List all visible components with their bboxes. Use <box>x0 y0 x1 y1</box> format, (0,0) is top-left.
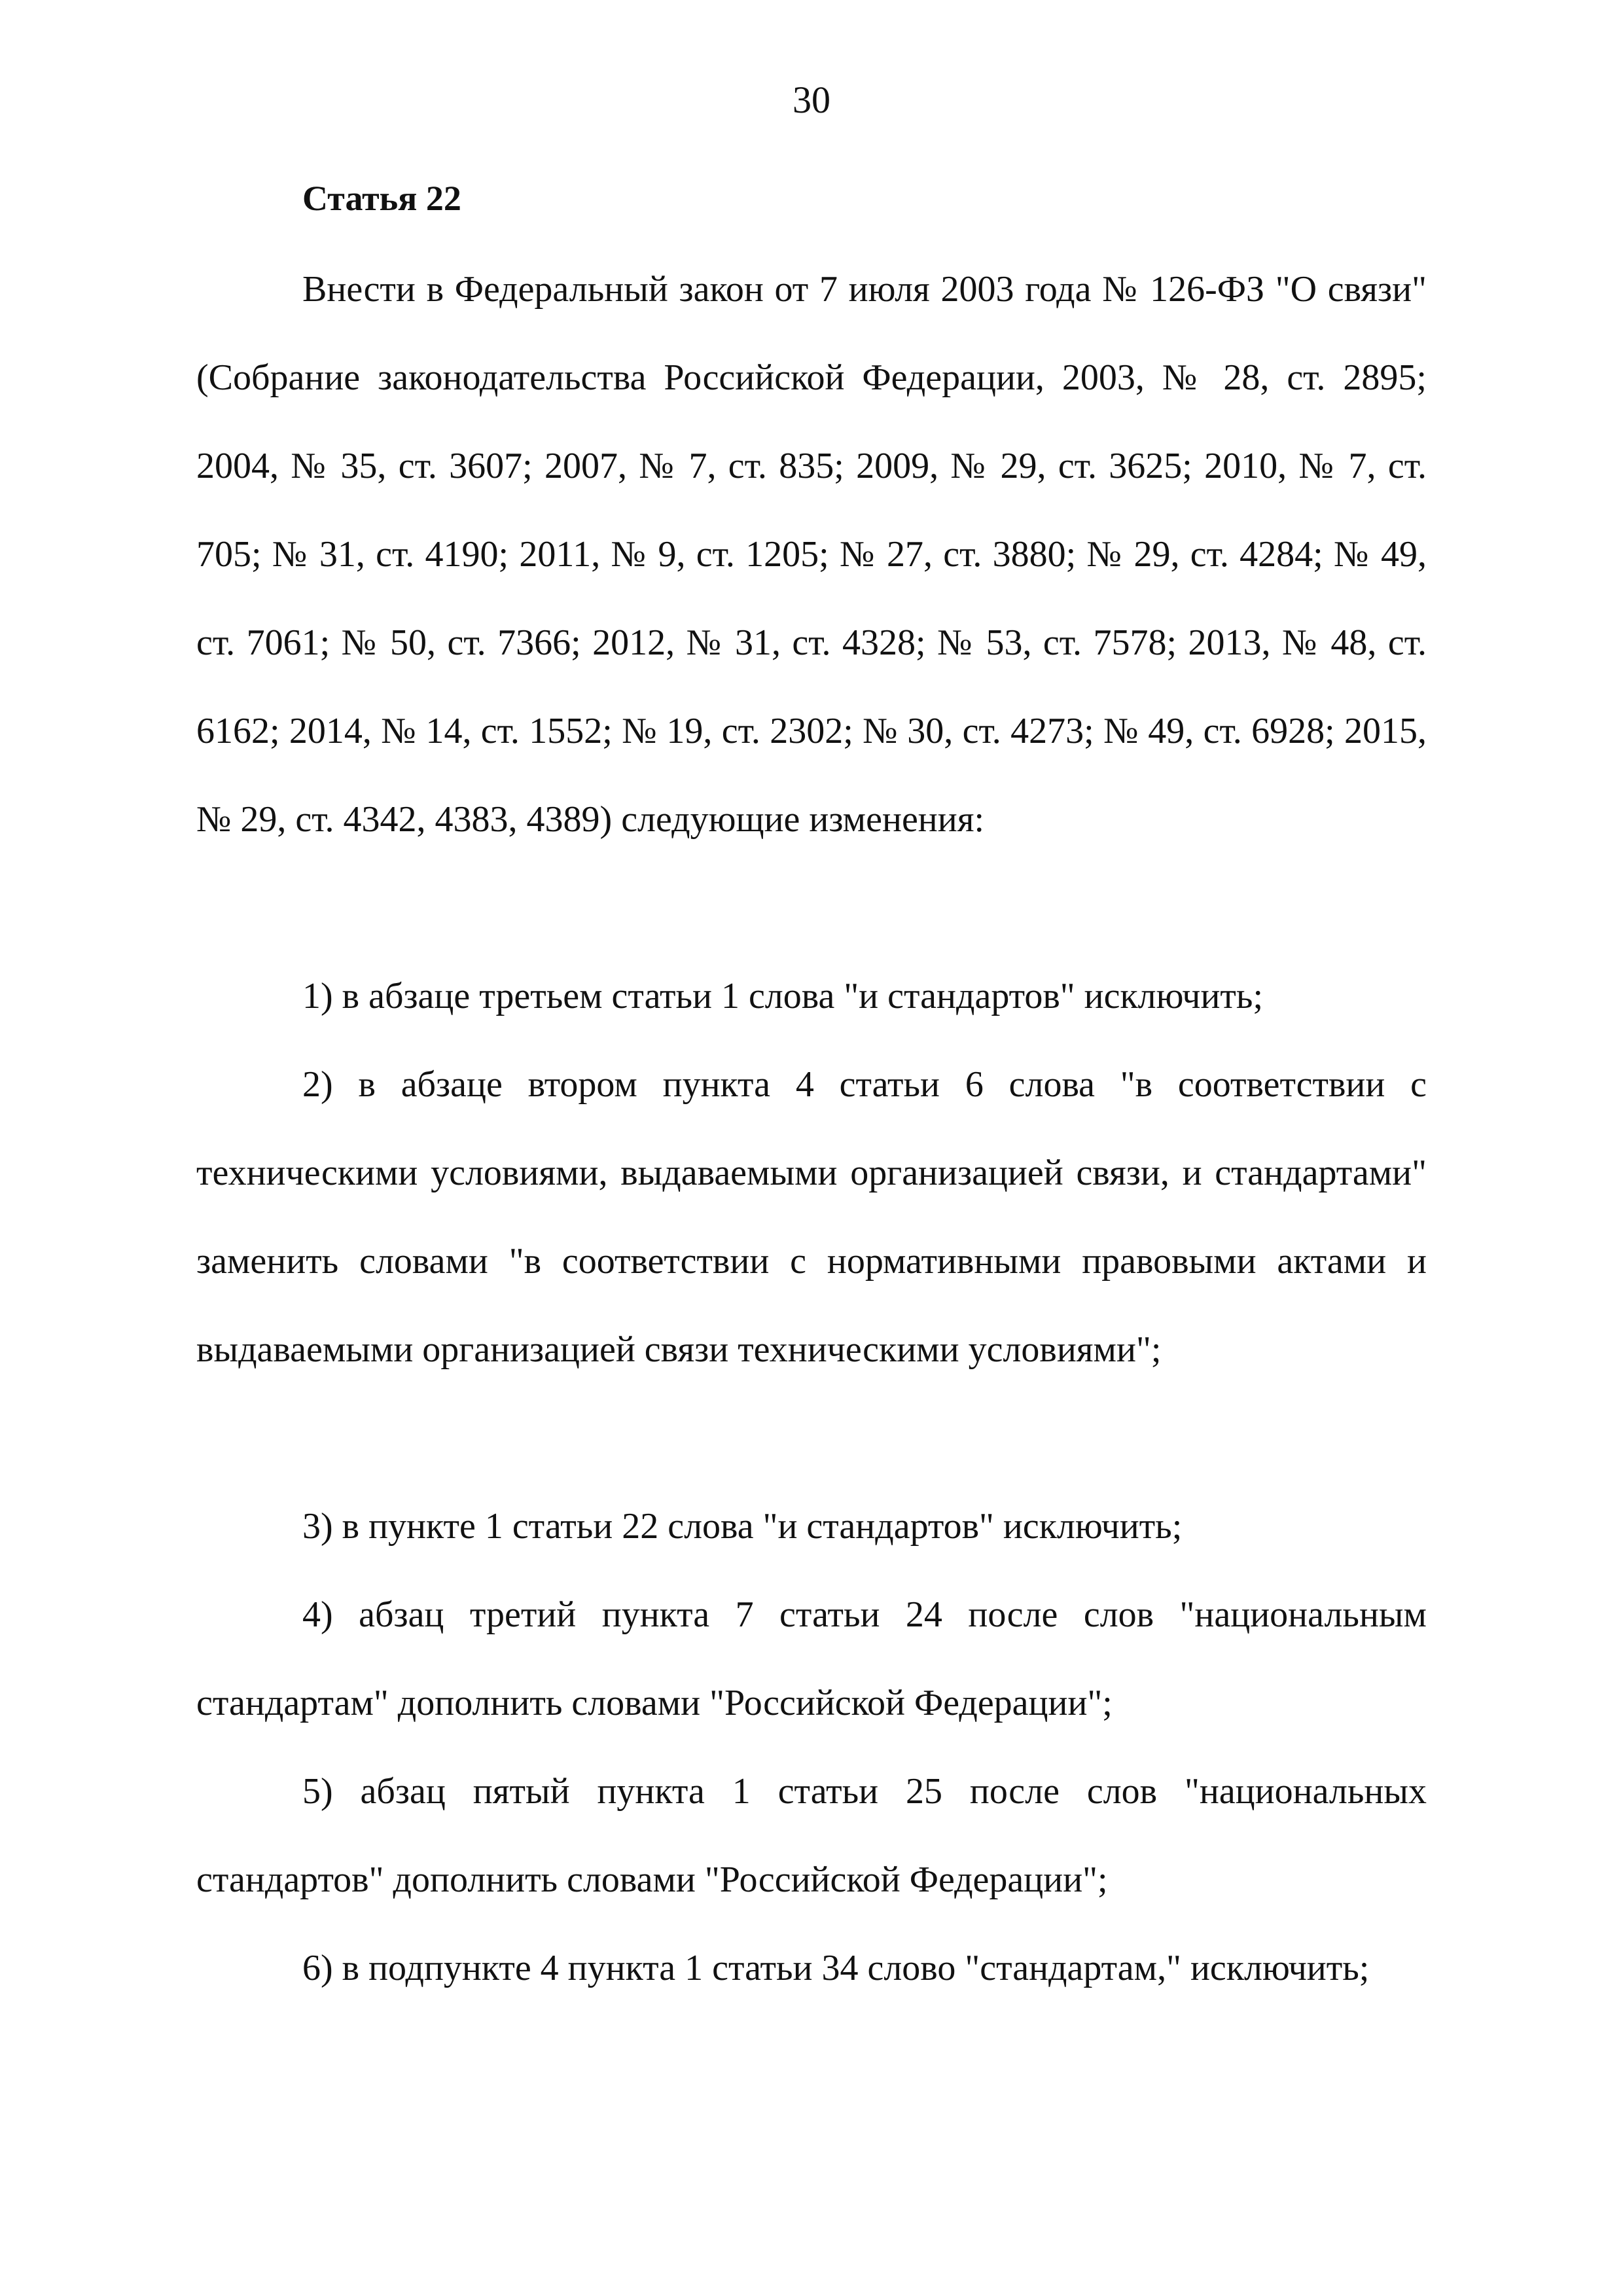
amendment-item-6: 6) в подпункте 4 пункта 1 статьи 34 слово "стандартам," исключить; <box>302 1948 1370 1988</box>
amendment-item-5: 5) абзац пятый пункта 1 статьи 25 после слов "национальных стандартов" дополнить словами "Российской Федерации"; <box>196 1771 1427 1900</box>
amendment-item-3: 3) в пункте 1 статьи 22 слова "и стандартов" исключить; <box>302 1506 1183 1547</box>
amendment-item-1: 1) в абзаце третьем статьи 1 слова "и стандартов" исключить; <box>302 976 1264 1016</box>
intro-paragraph: Внести в Федеральный закон от 7 июля 2003 года № 126-ФЗ "О связи" (Собрание законодательства Российской Федерации, 2003, № 28, ст. 2895; 2004, № 35, ст. 3607; 2007, № 7, ст. 835; 2009, № 29, ст. 3625; 2010, № 7, ст. 705; № 31, ст. 4190; 2011, № 9, ст. 1205; № 27, ст. 3880; № 29, ст. 4284; № 49, ст. 7061; № 50, ст. 7366; 2012, № 31, ст. 4328; № 53, ст. 7578; 2013, № 48, ст. 6162; 2014, № 14, ст. 1552; № 19, ст. 2302; № 30, ст. 4273; № 49, ст. 6928; 2015, № 29, ст. 4342, 4383, 4389) следующие изменения: <box>196 269 1427 840</box>
page-number: 30 <box>793 79 830 121</box>
article-title: Статья 22 <box>302 179 461 218</box>
document-page <box>196 0 1427 2296</box>
amendment-item-4: 4) абзац третий пункта 7 статьи 24 после слов "национальным стандартам" дополнить словами "Российской Федерации"; <box>196 1594 1427 1723</box>
amendment-item-2: 2) в абзаце втором пункта 4 статьи 6 слова "в соответствии с техническими условиями, выдаваемыми организацией связи, и стандартами" заменить словами "в соответствии с нормативными правовыми актами и выдаваемыми организацией связи техническими условиями"; <box>196 1064 1427 1370</box>
